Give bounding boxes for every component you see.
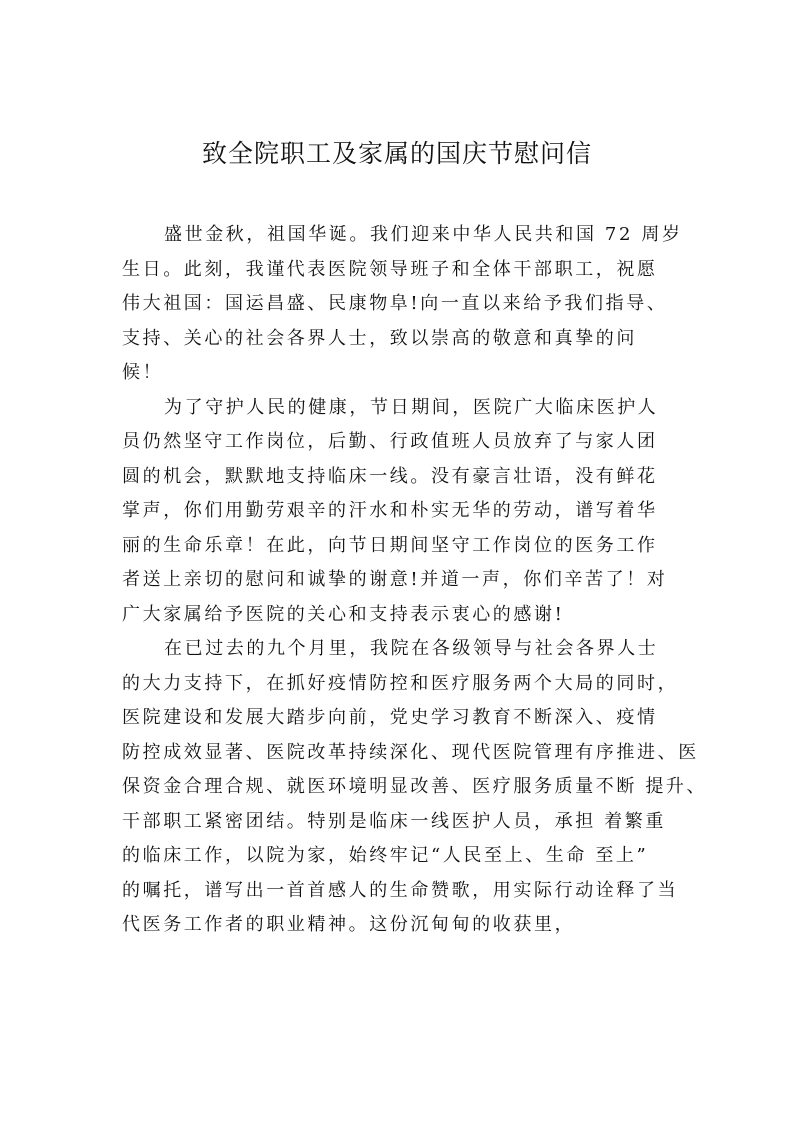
paragraph-3-line-7: 的临床工作，以院为家，始终牢记“人民至上、生命 至上” [122, 845, 649, 866]
paragraph-3-line-5: 保资金合理合规、就医环境明显改善、医疗服务质量不断 提升、 [122, 776, 708, 797]
paragraph-2-line-5: 丽的生命乐章！在此，向节日期间坚守工作岗位的医务工作 [122, 534, 658, 556]
paragraph-3-line-6: 干部职工紧密团结。特别是临床一线医护人员，承担 着繁重 [122, 810, 666, 832]
paragraph-2-line-6: 者送上亲切的慰问和诚挚的谢意!并道一声，你们辛苦了！对 [122, 569, 668, 590]
paragraph-3-line-1: 在已过去的九个月里，我院在各级领导与社会各界人士 [164, 638, 659, 659]
paragraph-1-line-4: 支持、关心的社会各界人士，致以崇高的敬意和真挚的问 [122, 327, 637, 349]
paragraph-2-line-4: 掌声，你们用勤劳艰辛的汗水和朴实无华的劳动，谱写着华 [122, 500, 658, 521]
paragraph-3-line-8: 的嘱托，谱写出一首首感人的生命赞歌，用实际行动诠释了当 [122, 879, 679, 901]
paragraph-1-line-3: 伟大祖国：国运昌盛、民康物阜!向一直以来给予我们指导、 [122, 293, 668, 314]
paragraph-2-line-7: 广大家属给予医院的关心和支持表示衷心的感谢! [122, 603, 565, 625]
paragraph-3-line-3: 医院建设和发展大踏步向前，党史学习教育不断深入、疫情 [122, 707, 658, 728]
paragraph-2-line-2: 员仍然坚守工作岗位，后勤、行政值班人员放弃了与家人团 [122, 431, 658, 452]
paragraph-1-line-1: 盛世金秋，祖国华诞。我们迎来中华人民共和国 72 周岁 [164, 224, 683, 245]
paragraph-3-line-4: 防控成效显著、医院改革持续深化、现代医院管理有序推进、医 [122, 741, 699, 763]
paragraph-3-line-2: 的大力支持下，在抓好疫情防控和医疗服务两个大局的同时， [122, 672, 679, 694]
paragraph-3-line-9: 代医务工作者的职业精神。这份沉甸甸的收获里， [122, 914, 576, 935]
paragraph-2-line-3: 圆的机会，默默地支持临床一线。没有豪言壮语，没有鲜花 [122, 465, 658, 487]
letter-body [122, 218, 712, 943]
paragraph-2-line-1: 为了守护人民的健康，节日期间，医院广大临床医护人 [164, 396, 659, 418]
page-title: 致全院职工及家属的国庆节慰问信 [201, 139, 592, 168]
paragraph-1-line-5: 候！ [122, 362, 164, 383]
paragraph-1-line-2: 生日。此刻，我谨代表医院领导班子和全体干部职工，祝愿 [122, 258, 658, 280]
